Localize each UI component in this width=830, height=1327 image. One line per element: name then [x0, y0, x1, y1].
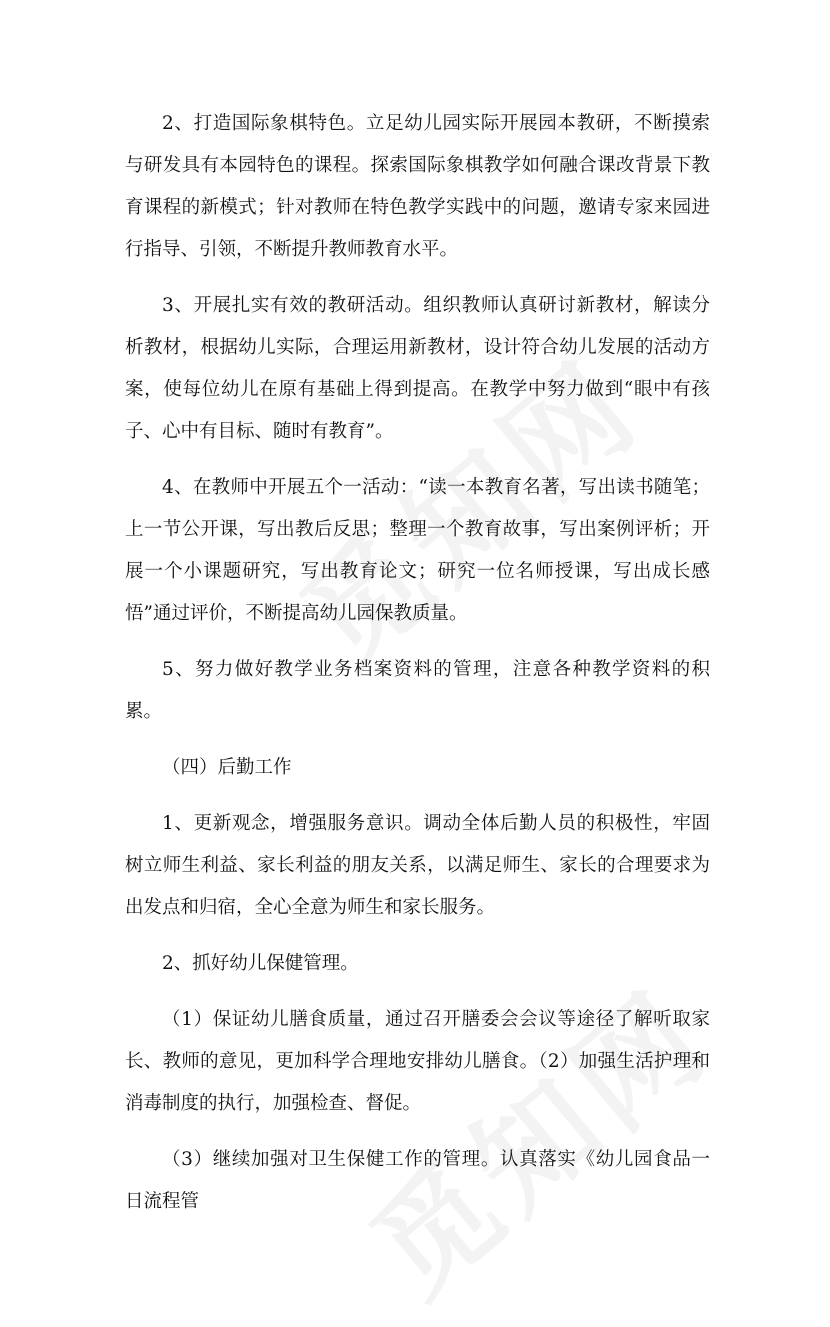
paragraph-health-management: 2、抓好幼儿保健管理。 [162, 953, 359, 974]
paragraph-service-awareness: 1、更新观念，增强服务意识。调动全体后勤人员的积极性，牢固树立师生利益、家长利益的朋友关系，以满足师生、家长的合理要求为出发点和归宿，全心全意为师生和家长服务。 [125, 813, 710, 918]
paragraph-five-one-activities: 4、在教师中开展五个一活动：“读一本教育名著，写出读书随笔；上一节公开课，写出教后反思；整理一个教育故事，写出案例评析；开展一个小课题研究，写出教育论文；研究一位名师授课，写出成长感悟”通过评价，不断提高幼儿园保教质量。 [125, 477, 710, 624]
paragraph-archive-management: 5、努力做好教学业务档案资料的管理，注意各种教学资料的积累。 [125, 659, 710, 722]
paragraph-chess-feature: 2、打造国际象棋特色。立足幼儿园实际开展园本教研，不断摸索与研发具有本园特色的课程。探索国际象棋教学如何融合课改背景下教育课程的新模式；针对教师在特色教学实践中的问题，邀请专家来园进行指导、引领，不断提升教师教育水平。 [125, 113, 710, 260]
paragraph-meal-quality: （1）保证幼儿膳食质量，通过召开膳委会会议等途径了解听取家长、教师的意见，更加科学合理地安排幼儿膳食。（2）加强生活护理和消毒制度的执行，加强检查、督促。 [125, 1009, 710, 1114]
paragraph-teaching-research: 3、开展扎实有效的教研活动。组织教师认真研讨新教材，解读分析教材，根据幼儿实际，合理运用新教材，设计符合幼儿发展的活动方案，使每位幼儿在原有基础上得到提高。在教学中努力做到“眼中有孩子、心中有目标、随时有教育”。 [125, 295, 710, 442]
paragraph-hygiene-management: （3）继续加强对卫生保健工作的管理。认真落实《幼儿园食品一日流程管 [125, 1149, 710, 1212]
document-body [125, 103, 710, 1237]
section-heading-logistics: （四）后勤工作 [162, 757, 292, 778]
